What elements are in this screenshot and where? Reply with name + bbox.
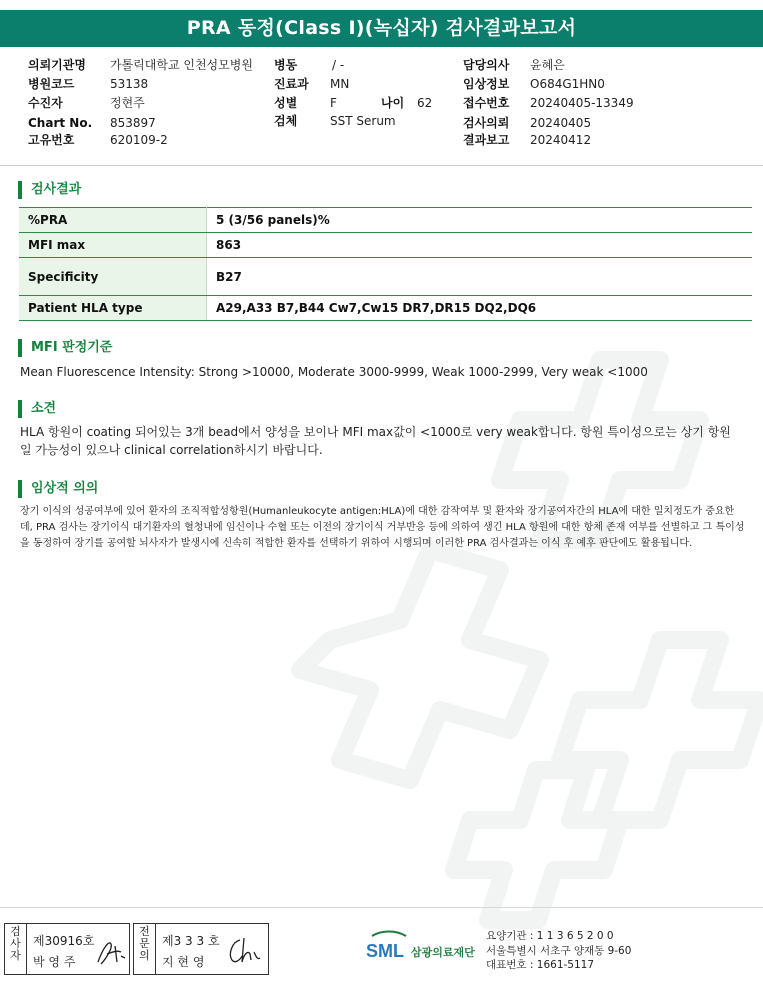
footer-divider [0, 907, 763, 908]
department-value: MN [330, 77, 350, 91]
confirmer-signature-box [133, 923, 269, 975]
clinical-info-label: 임상정보 [463, 77, 510, 91]
table-row [19, 258, 752, 296]
org-name: 삼광의료재단 [411, 946, 475, 959]
ward-label: 병동 [274, 58, 298, 72]
report-title: PRA 동정(Class I)(녹십자) 검사결과보고서 [0, 10, 763, 47]
receipt-number-value: 20240405-13349 [530, 96, 634, 110]
result-report-label: 결과보고 [463, 133, 510, 147]
inspector-signature-mark [95, 938, 127, 968]
mfi-criteria-heading: MFI 판정기준 [18, 339, 112, 357]
table-row [19, 296, 752, 321]
doctor-label: 담당의사 [463, 58, 510, 72]
inspector-signature-box [4, 923, 130, 975]
patient-name-value: 정현주 [110, 96, 145, 110]
specificity-value: B27 [207, 258, 753, 296]
result-report-value: 20240412 [530, 133, 592, 147]
hospital-code-value: 53138 [110, 77, 149, 91]
doctor-value: 윤혜은 [530, 58, 565, 72]
clinical-info-value: O684G1HN0 [530, 77, 605, 91]
confirmer-signature-mark [226, 934, 262, 968]
chart-no-value: 853897 [110, 116, 156, 130]
mfi-max-label: MFI max [19, 233, 207, 258]
department-label: 진료과 [274, 77, 309, 91]
confirmer-license: 제3 3 3 호 [162, 934, 220, 948]
table-row [19, 233, 752, 258]
mfi-max-value: 863 [207, 233, 753, 258]
ward-value: / - [332, 58, 345, 72]
opinion-heading: 소견 [18, 400, 56, 418]
pra-label: %PRA [19, 208, 207, 233]
sex-value: F [330, 96, 337, 110]
confirmer-tag-text: 전문의 [139, 925, 150, 962]
inspector-tag-text: 검사자 [10, 925, 21, 962]
clinical-significance-text: 장기 이식의 성공여부에 있어 환자의 조직적합성항원(Humanleukocyte antigen:HLA)에 대한 감작여부 및 환자와 장기공여자간의 HLA에 대한 일치정도가 중요한데, PRA 검사는 장기이식 대기환자의 혈청내에 임신이나 수혈 또는 이전의 장기이식 거부반응 등에 의하여 생긴 HLA 항원에 대한 항체 존재 여부를 선별하고 그 특이성을 동정하여 장기를 공여할 뇌사자가 발생시에 신속히 적합한 환자를 선택하기 위하여 시행되며 이러한 PRA 검사결과는 이식 후 예후 판단에도 활용됩니다. [20, 506, 745, 549]
sml-logo [366, 930, 410, 966]
age-value: 62 [417, 96, 433, 110]
org-institution-number: 요양기관 : 1 1 3 6 5 2 0 0 [486, 930, 614, 942]
receipt-number-label: 접수번호 [463, 96, 510, 110]
requesting-institution-label: 의뢰기관명 [28, 58, 86, 72]
patient-name-label: 수진자 [28, 96, 63, 110]
specimen-value: SST Serum [330, 114, 396, 128]
sex-label: 성별 [274, 96, 298, 110]
chart-no-label: Chart No. [28, 116, 93, 130]
pra-value: 5 (3/56 panels)% [207, 208, 753, 233]
mfi-criteria-text: Mean Fluorescence Intensity: Strong >10000, Moderate 3000-9999, Weak 1000-2999, Very weak <1000 [20, 365, 648, 379]
results-table [19, 207, 752, 321]
header-divider [0, 165, 763, 166]
org-info [486, 929, 631, 973]
opinion-text: HLA 항원이 coating 되어있는 3개 bead에서 양성을 보이나 MFI max값이 <1000로 very weak합니다. 항원 특이성으로는 상기 항원일 가능성이 있으나 clinical correlation하시기 바랍니다. [20, 425, 731, 457]
test-request-label: 검사의뢰 [463, 116, 510, 130]
test-request-value: 20240405 [530, 116, 592, 130]
inspector-tag [5, 924, 27, 974]
requesting-institution-value: 가톨릭대학교 인천성모병원 [110, 58, 253, 72]
patient-hla-type-label: Patient HLA type [19, 296, 207, 321]
unique-id-value: 620109-2 [110, 133, 168, 147]
inspector-license: 제30916호 [33, 934, 95, 948]
table-row [19, 208, 752, 233]
specimen-label: 검체 [274, 114, 298, 128]
confirmer-tag [134, 924, 156, 974]
hospital-code-label: 병원코드 [28, 77, 75, 91]
sml-logo-text: SML [366, 941, 404, 961]
specificity-label: Specificity [19, 258, 207, 296]
org-address: 서울특별시 서초구 양재동 9-60 [486, 944, 632, 957]
clinical-significance-heading: 임상적 의의 [18, 480, 98, 498]
patient-hla-type-value: A29,A33 B7,B44 Cw7,Cw15 DR7,DR15 DQ2,DQ6 [207, 296, 753, 321]
inspector-name: 박 영 주 [33, 955, 76, 969]
results-heading: 검사결과 [18, 181, 81, 199]
age-label: 나이 [381, 96, 405, 110]
unique-id-label: 고유번호 [28, 133, 75, 147]
confirmer-name: 지 현 영 [162, 955, 205, 969]
org-phone: 대표번호 : 1661-5117 [486, 959, 595, 971]
